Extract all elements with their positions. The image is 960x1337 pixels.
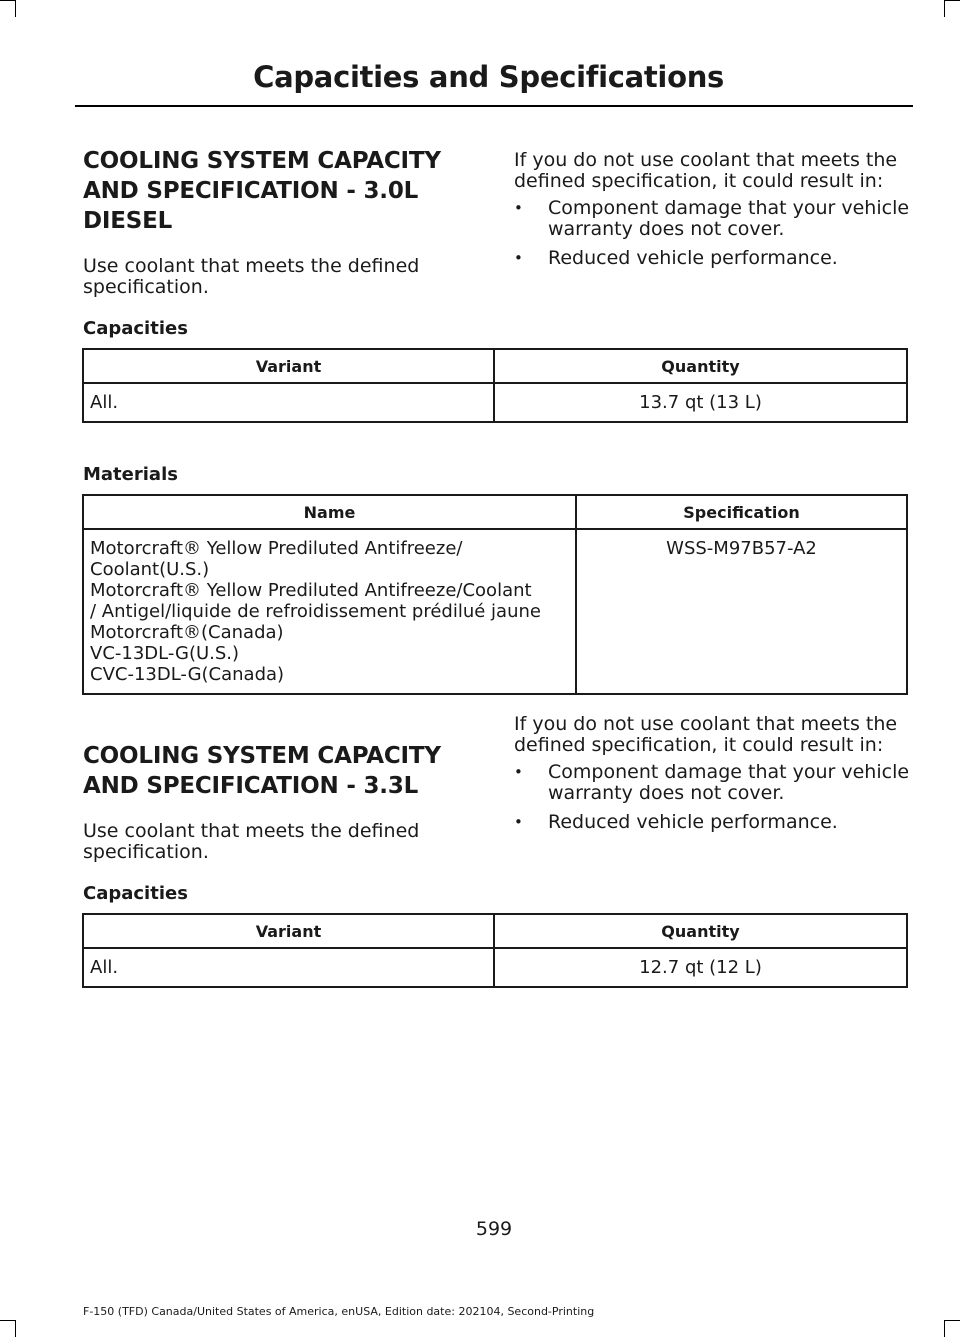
table-row <box>83 529 907 694</box>
crop-mark <box>15 1320 16 1337</box>
crop-mark <box>0 1320 16 1321</box>
crop-mark <box>944 0 945 17</box>
crop-mark <box>944 1320 960 1321</box>
table-cell: 13.7 qt (13 L) <box>494 383 907 422</box>
column-header: Quantity <box>494 349 907 383</box>
capacities-table <box>82 913 908 988</box>
materials-label: Materials <box>83 464 178 485</box>
table-header-row <box>83 914 907 948</box>
consequence-intro: If you do not use coolant that meets the defined specification, it could result in: <box>514 149 898 192</box>
section-1-left <box>83 146 473 298</box>
column-header: Specification <box>576 495 907 529</box>
column-header: Variant <box>83 914 494 948</box>
crop-mark <box>944 1320 945 1337</box>
page-header-title: Capacities and Specifications <box>253 60 724 94</box>
consequence-intro: If you do not use coolant that meets the defined specification, it could result in: <box>514 713 898 756</box>
table-row <box>83 948 907 987</box>
capacities-table <box>82 348 908 423</box>
list-item: • Reduced vehicle performance. <box>514 812 914 833</box>
column-header: Variant <box>83 349 494 383</box>
table-row <box>83 383 907 422</box>
section-intro: Use coolant that meets the defined specification. <box>83 255 420 298</box>
crop-mark <box>944 0 960 1</box>
header-rule <box>75 105 913 107</box>
table-cell: All. <box>83 948 494 987</box>
table-cell: All. <box>83 383 494 422</box>
section-heading: COOLING SYSTEM CAPACITY AND SPECIFICATION - 3.3L <box>83 743 441 799</box>
consequence-list <box>514 762 914 833</box>
table-cell: Motorcraft® Yellow Prediluted Antifreeze/ Coolant(U.S.) Motorcraft® Yellow Prediluted Antifreeze/Coolant / Antigel/liquide de refroidissement prédilué jaune Motorcraft®(Canada) VC-13DL-G(U.S.) CVC-13DL-G(Canada) <box>83 529 576 694</box>
table-header-row <box>83 495 907 529</box>
list-item: • Component damage that your vehicle warranty does not cover. <box>514 198 914 240</box>
section-intro: Use coolant that meets the defined specification. <box>83 820 420 863</box>
section-1-right <box>514 150 914 277</box>
section-heading: COOLING SYSTEM CAPACITY AND SPECIFICATION - 3.0L DIESEL <box>83 148 441 234</box>
column-header: Name <box>83 495 576 529</box>
list-item: • Reduced vehicle performance. <box>514 248 914 269</box>
table-header-row <box>83 349 907 383</box>
column-header: Quantity <box>494 914 907 948</box>
section-2-left <box>83 741 473 863</box>
materials-table <box>82 494 908 695</box>
consequence-list <box>514 198 914 269</box>
capacities-label: Capacities <box>83 318 188 339</box>
crop-mark <box>15 0 16 17</box>
list-item: • Component damage that your vehicle warranty does not cover. <box>514 762 914 804</box>
table-cell: 12.7 qt (12 L) <box>494 948 907 987</box>
page-number: 599 <box>475 1218 513 1240</box>
footer-edition: F-150 (TFD) Canada/United States of America, enUSA, Edition date: 202104, Second-Printing <box>83 1305 595 1318</box>
section-2-right <box>514 714 914 841</box>
crop-mark <box>0 0 16 1</box>
capacities-label: Capacities <box>83 883 188 904</box>
table-cell: WSS-M97B57-A2 <box>576 529 907 694</box>
